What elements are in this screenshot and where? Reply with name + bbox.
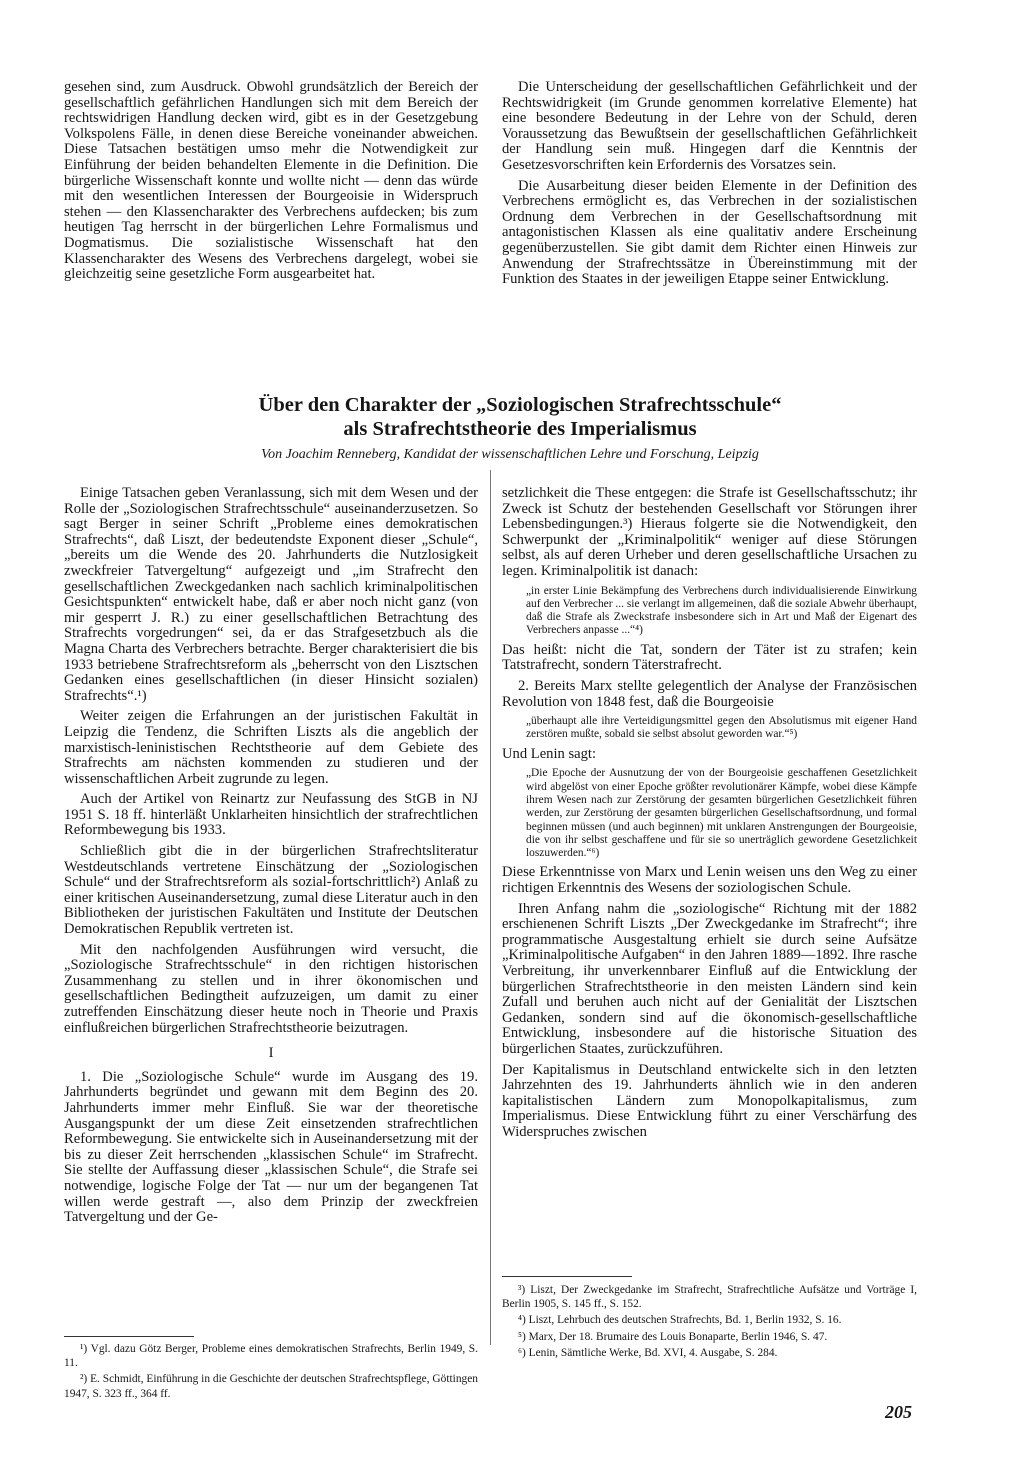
- top-left-paragraph: gesehen sind, zum Ausdruck. Obwohl grundsätzlich der Bereich der gesellschaftlich gefährlichen Handlungen sich mit dem Bereich der rechtswidrigen Handlung decken wird, gibt es in der Gesetzgebung Volkspolens Fälle, in denen diese Bereiche voneinander abweichen. Diese Tatsachen bestätigen umso mehr die Notwendigkeit zur Einführung der beiden behandelten Elemente in die Definition. Die bürgerliche Wissenschaft konnte und wollte nicht — denn das würde mit den wesentlichen Interessen der Bourgeoisie in Widerspruch stehen — den Klassencharakter des Verbrechens aufdecken; bis zum heutigen Tag herrscht in der bürgerlichen Lehre Formalismus und Dogmatismus. Die sozialistische Wissenschaft hat den Klassencharakter des Wesens des Verbrechens dargelegt, wobei sie gleichzeitig seine gesetzliche Form ausgearbeitet hat.: [64, 79, 478, 283]
- right-paragraph-1: setzlichkeit die These entgegen: die Strafe ist Gesellschaftsschutz; ihr Zweck ist Schutz der bestehenden Gesellschaft vor Störungen ihrer Lebensbedingungen.³) Hieraus folgerte sie die Notwendigkeit, den Schwerpunkt der „Kriminalpolitik“ weniger auf diese Störungen selbst, als auf deren Urheber und deren gesellschaftliche Ursachen zu legen. Kriminalpolitik ist danach:: [502, 485, 917, 579]
- top-right-column: [502, 80, 917, 293]
- footnote-1: ¹) Vgl. dazu Götz Berger, Probleme eines demokratischen Strafrechts, Berlin 1949, S. 11.: [64, 1343, 478, 1370]
- footnote-5: ⁵) Marx, Der 18. Brumaire des Louis Bonaparte, Berlin 1946, S. 47.: [518, 1330, 828, 1343]
- right-footnotes: [502, 1283, 917, 1362]
- footnote-6: ⁶) Lenin, Sämtliche Werke, Bd. XVI, 4. Ausgabe, S. 284.: [518, 1346, 778, 1359]
- page-number: 205: [885, 1402, 912, 1422]
- quote-lenin: „Die Epoche der Ausnutzung der von der Bourgeoisie geschaffenen Gesetzlichkeit wird abgelöst von einer Epoche größter revolutionärer Kämpfe, wobei diese Kämpfe ihrem Wesen nach zur Zerstörung der gesamten bürgerlichen Gesetzlichkeit führen werden, zur Zerstörung der gesamten bürgerlichen Gesellschaftsordnung, und formal beginnen müssen (und auch beginnen) mit unklaren Anstrengungen der Bourgeoisie, die von ihr selbst geschaffene und für sie so unerträglich gewordene Gesetzlichkeit loszuwerden.“⁶): [526, 767, 917, 860]
- left-column: [64, 486, 478, 1231]
- right-paragraph-6: Ihren Anfang nahm die „soziologische“ Richtung mit der 1882 erschienenen Schrift Liszts „Der Zweckgedanke im Strafrecht“; ihre programmatische Ausgestaltung erhielt sie durch seine Aufsätze „Kriminalpolitische Aufgaben“ in den Jahren 1889—1892. Ihre rasche Verbreitung, ihr unverkennbarer Einfluß auf die Entwicklung der bürgerlichen Strafrechtstheorie in den meisten Ländern sind kein Zufall und beruhen auch nicht auf der Genialität der Lisztschen Gedanken, sondern sind auf die ökonomisch-gesellschaftliche Entwicklung, insbesondere auf die historische Situation des bürgerlichen Staates, zurückzuführen.: [502, 900, 917, 1057]
- right-paragraph-4: Und Lenin sagt:: [502, 745, 597, 762]
- article-title-line-1: Über den Charakter der „Soziologischen Strafrechtsschule“: [258, 394, 782, 416]
- left-paragraph-6: 1. Die „Soziologische Schule“ wurde im Ausgang des 19. Jahrhunderts begründet und gewann mit dem Beginn des 20. Jahrhunderts immer mehr Einfluß. Sie war der theoretische Ausgangspunkt der um diese Zeit einsetzenden strafrechtlichen Reformbewegung. Sie entwickelte sich in Auseinandersetzung mit der bis zu dieser Zeit herrschenden „klassischen Schule“ im Strafrecht. Sie stellte der Auffassung dieser „klassischen Schule“, die Strafe sei notwendige, logische Folge der Tat — nur um der begangenen Tat willen werde gestraft —, also dem Prinzip der zweckfreien Tatvergeltung und der Ge-: [64, 1068, 478, 1226]
- quote-marx: „überhaupt alle ihre Verteidigungsmittel gegen den Absolutismus mit eigener Hand zerstören mußte, sobald sie selbst absolut geworden war.“⁵): [526, 715, 917, 741]
- footnote-4: ⁴) Liszt, Lehrbuch des deutschen Strafrechts, Bd. 1, Berlin 1932, S. 16.: [518, 1314, 842, 1327]
- left-paragraph-1: Einige Tatsachen geben Veranlassung, sich mit dem Wesen und der Rolle der „Soziologischen Strafrechtsschule“ auseinanderzusetzen. So sagt Berger in seiner Schrift „Probleme eines demokratischen Strafrechts“, daß Liszt, der bedeutendste Exponent dieser „Schule“, „bereits um die Wende des 20. Jahrhunderts die Nutzlosigkeit zweckfreier Tatvergeltung“ aufgezeigt und „im Strafrecht den gesellschaftlichen Zweckgedanken nach sachlich kriminalpolitischen Gesichtspunkten“ entwickelt habe, daß er aber noch nicht ganz (von mir gesperrt J. R.) zu einer gesellschaftlichen Betrachtung des Strafrechts vorgedrungen“ sei, da er das Strafgesetzbuch als die Magna Charta des Verbrechers betrachte. Berger charakterisiert die bis 1933 betriebene Strafrechtsreform als „beherrscht von den Lisztschen Gedanken eines gesellschaftlichen (in dieser Hinsicht sozialen) Strafrechts“.¹): [64, 485, 478, 704]
- right-paragraph-2: Das heißt: nicht die Tat, sondern der Täter ist zu strafen; kein Tatstrafrecht, sondern Täterstrafrecht.: [502, 641, 917, 674]
- footnote-2: ²) E. Schmidt, Einführung in die Geschichte der deutschen Strafrechtspflege, Göttingen 1947, S. 323 ff., 364 ff.: [64, 1373, 478, 1400]
- left-paragraph-3: Auch der Artikel von Reinartz zur Neufassung des StGB in NJ 1951 S. 18 ff. hinterläßt Unklarheiten hinsichtlich der strafrechtlichen Reformbewegung bis 1933.: [64, 791, 478, 839]
- column-separator: [490, 470, 491, 1345]
- top-left-column: [64, 80, 478, 288]
- left-paragraph-5: Mit den nachfolgenden Ausführungen wird versucht, die „Soziologische Strafrechtsschule“ in den richtigen historischen Zusammenhang zu stellen und in ihrer ökonomischen und gesellschaftlichen Bedingtheit aufzuzeigen, um damit zu einer zutreffenden Einschätzung dieser heute noch in Theorie und Praxis einflußreichen bürgerlichen Strafrechtstheorie beizutragen.: [64, 941, 478, 1036]
- left-paragraph-4: Schließlich gibt die in der bürgerlichen Strafrechtsliteratur Westdeutschlands vertretene Einschätzung der „Soziologischen Schule“ und der Strafrechtsreform als sozial-fortschrittlich²) Anlaß zu einer kritischen Auseinandersetzung, zumal diese Literatur auch in den Bibliotheken der juristischen Fakultäten und Institute der Deutschen Demokratischen Republik vertreten ist.: [64, 843, 478, 938]
- article-title-line-2: als Strafrechtstheorie des Imperialismus: [343, 418, 697, 440]
- top-right-paragraph-1: Die Unterscheidung der gesellschaftlichen Gefährlichkeit und der Rechtswidrigkeit (im Grunde genommen korrelative Elemente) hat eine besondere Bedeutung in der Lehre von der Schuld, deren Voraussetzung das Bewußtsein der gesellschaftlichen Gefährlichkeit der Handlung sein muß. Hingegen darf die Kenntnis der Gesetzesvorschriften kein Erfordernis des Vorsatzes sein.: [502, 79, 917, 173]
- section-heading: I: [268, 1045, 274, 1062]
- right-paragraph-3: 2. Bereits Marx stellte gelegentlich der Analyse der Französischen Revolution von 1848 fest, daß die Bourgeoisie: [502, 677, 917, 710]
- top-right-paragraph-2: Die Ausarbeitung dieser beiden Elemente in der Definition des Verbrechens ermöglicht es, das Verbrechen in der sozialistischen Ordnung dem Verbrechen in der Gesellschaftsordnung mit antagonistischen Klassen als eine qualitativ andere Erscheinung gegenüberzustellen. Sie gibt damit dem Richter einen Hinweis zur Anwendung der Strafrechtssätze in Übereinstimmung mit der Funktion des Staates in der jeweiligen Etappe seiner Entwicklung.: [502, 177, 917, 288]
- left-paragraph-2: Weiter zeigen die Erfahrungen an der juristischen Fakultät in Leipzig die Tendenz, die Schriften Liszts als die angeblich der marxistisch-leninistischen Rechtstheorie auf dem Gebiete des Strafrechts am nächsten kommenden zu studieren und der wissenschaftlichen Arbeit zugrunde zu legen.: [64, 708, 478, 787]
- right-paragraph-5: Diese Erkenntnisse von Marx und Lenin weisen uns den Weg zu einer richtigen Erkenntnis des Wesens der soziologischen Schule.: [502, 864, 917, 896]
- footnote-rule-right: [502, 1276, 632, 1277]
- footnote-rule-left: [64, 1336, 194, 1337]
- quote-liszt: „in erster Linie Bekämpfung des Verbrechens durch individualisierende Einwirkung auf den Verbrecher ... sie verlangt im allgemeinen, daß die soziale Abwehr überhaupt, daß die Strafe als Zweckstrafe insbesondere sich in Art und Maß der Eigenart des Verbrechers anpasse ...“⁴): [526, 584, 917, 637]
- left-footnotes: [64, 1342, 478, 1403]
- article-byline: Von Joachim Renneberg, Kandidat der wissenschaftlichen Lehre und Forschung, Leipzig: [261, 447, 759, 462]
- footnote-3: ³) Liszt, Der Zweckgedanke im Strafrecht, Strafrechtliche Aufsätze und Vorträge I, Berlin 1905, S. 145 ff., S. 152.: [502, 1284, 917, 1311]
- right-column: [502, 486, 917, 1145]
- right-paragraph-7: Der Kapitalismus in Deutschland entwickelte sich in den letzten Jahrzehnten des 19. Jahrhunderts ähnlich wie in den anderen kapitalistischen Ländern zum Monopolkapitalismus, zum Imperialismus. Diese Entwicklung führt zu einer Verschärfung des Widerspruches zwischen: [502, 1061, 917, 1140]
